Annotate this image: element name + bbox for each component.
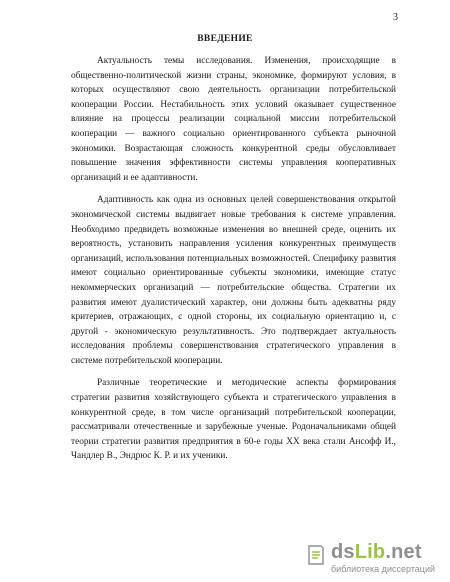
document-body <box>71 54 396 472</box>
dslib-watermark <box>301 540 443 576</box>
dslib-logo-icon <box>307 544 325 566</box>
page-number: 3 <box>393 12 398 23</box>
paragraph: Различные теоретические и методические аспекты формирования стратегии развития хозяйствующего субъекта и стратегического управления в конкурентной среде, в том числе организаций потребительской кооперации, рассматривали отечественные и зарубежные ученые. Родоначальниками общей теории стратегии развития предприятия в 60-е годы XX века стали Ансофф И., Чандлер В., Эндрюс К. Р. и их ученики. <box>71 378 396 462</box>
watermark-title: dsLib.net <box>331 541 422 563</box>
paragraph: Актуальность темы исследования. Изменения, происходящие в общественно-политической жизни страны, экономике, формируют условия, в которых осуществляют свою деятельность организации потребительской кооперации России. Нестабильность этих условий оказывает существенное влияние на процессы реализации социальной миссии потребительской кооперации — важного социально ориентированного субъекта рыночной экономики. Возрастающая сложность конкурентной среды обусловливает повышение значения эффективности системы управления кооперативных организаций и ее адаптивности. <box>71 56 396 183</box>
watermark-subtitle: библиотека диссертаций <box>331 564 436 574</box>
section-heading: ВВЕДЕНИЕ <box>197 34 253 44</box>
paragraph: Адаптивность как одна из основных целей совершенствования открытой экономической системы выдвигает новые требования к системе управления. Необходимо предвидеть возможные изменения во внешней среде, оценить их вероятность, установить направления усиления конкурентных преимуществ организаций, использования потенциальных возможностей. Специфику развития имеют социально ориентированные субъекты экономики, имеющие статус некоммерческих организаций — потребительские общества. Стратегии их развития имеют дуалистический характер, они должны быть адекватны ряду критериев, отражающих, с одной стороны, их социальную ориентацию и, с другой - экономическую результативность. Это подтверждает актуальность исследования проблемы совершенствования стратегического управления в системе потребительской кооперации. <box>71 195 396 366</box>
